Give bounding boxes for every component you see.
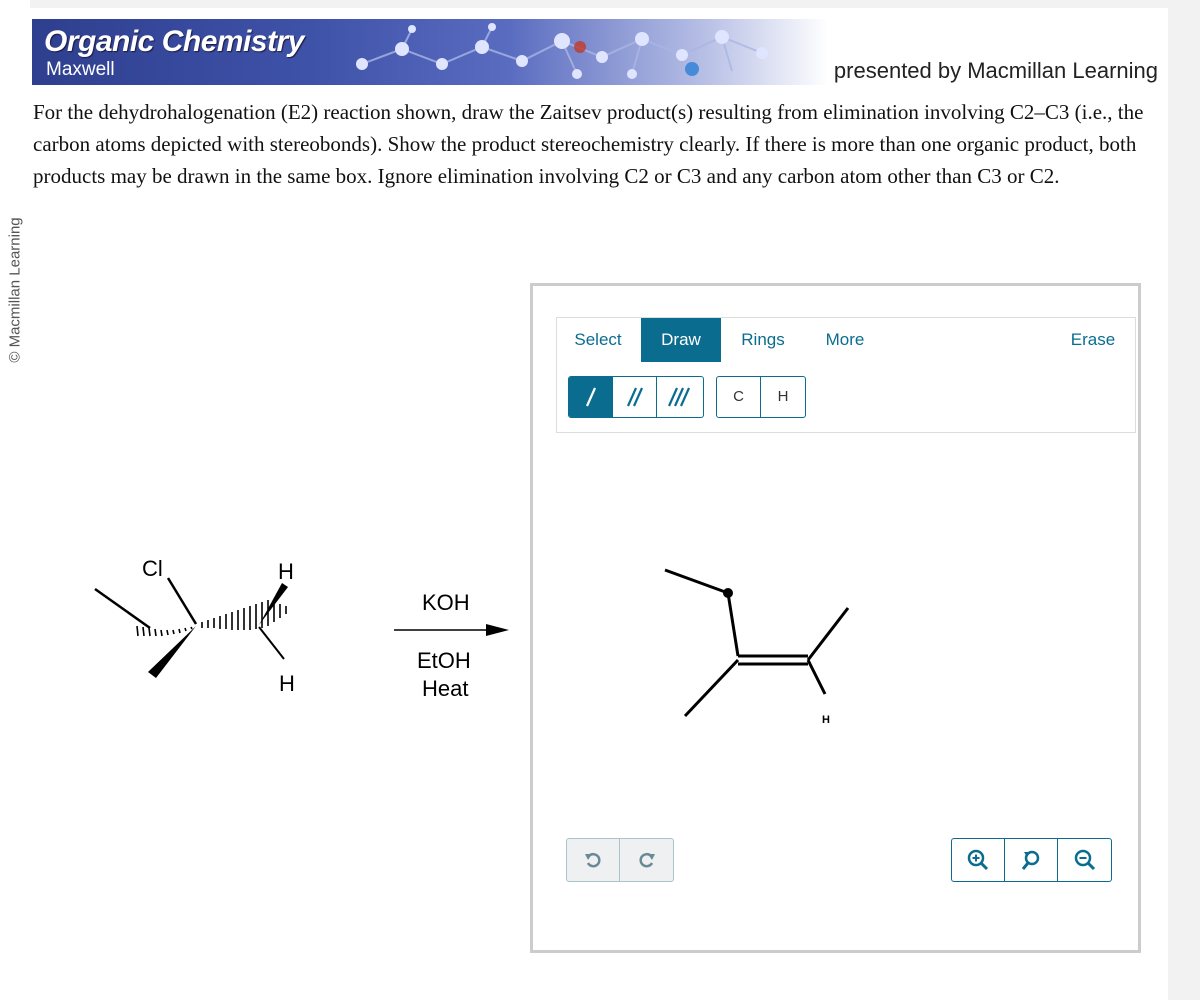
tab-draw[interactable]: Draw <box>641 318 721 362</box>
tab-select[interactable]: Select <box>574 330 622 349</box>
reaction-scheme <box>30 8 530 768</box>
carbon-atom-button[interactable]: C <box>717 377 761 417</box>
hashed-bond-c2-ch3 <box>137 626 192 636</box>
redo-button[interactable] <box>620 839 673 881</box>
question-text: For the dehydrohalogenation (E2) reaction shown, draw the Zaitsev product(s) resulting from elimination involving C2–C3 (i.e., the carbon atoms depicted with stereobonds). Show the product stereochemistry clearly. If there is more than one organic product, both products may be drawn in the same box. Ignore elimination involving C2 or C3 and any carbon atom other than C3 or C2. <box>33 100 1144 188</box>
zoom-out-icon <box>1074 849 1096 871</box>
zoom-out-button[interactable] <box>1058 839 1111 881</box>
reagent-condition: Heat <box>422 676 469 701</box>
drawn-hydrogen-label[interactable]: H <box>822 714 830 726</box>
drawn-bond-c2-methyl <box>685 660 738 716</box>
c3-h-bond <box>259 627 284 659</box>
hydrogen-bottom-label: H <box>279 671 295 696</box>
drawing-canvas[interactable] <box>533 286 1138 826</box>
question-page <box>30 8 1168 1000</box>
tab-more[interactable]: More <box>825 330 865 349</box>
drawn-bond-c-c2 <box>728 593 738 656</box>
course-title: Organic Chemistry <box>44 25 304 58</box>
reagent-solvent: EtOH <box>417 648 471 673</box>
structure-drawing-box[interactable] <box>530 283 1141 953</box>
hydrogen-atom-button[interactable]: H <box>777 388 789 405</box>
hydrogen-top-label: H <box>278 559 294 584</box>
drawn-bond-c3-h <box>808 660 825 694</box>
drawn-bond-c3-methyl <box>808 608 848 660</box>
undo-button[interactable] <box>567 839 620 881</box>
zoom-controls <box>951 838 1112 882</box>
tab-erase[interactable]: Erase <box>1070 330 1116 349</box>
tab-rings[interactable]: Rings <box>741 330 785 349</box>
reagent-base: KOH <box>422 590 470 615</box>
ethyl-bond <box>95 589 150 628</box>
history-controls <box>566 838 674 882</box>
drawn-bond-ethyl <box>665 570 728 593</box>
copyright-text: © Macmillan Learning <box>6 217 24 363</box>
reset-zoom-button[interactable] <box>1005 839 1058 881</box>
reaction-arrow-head <box>486 624 509 636</box>
c2-cl-bond <box>168 578 196 624</box>
undo-icon <box>584 851 602 869</box>
reset-zoom-icon <box>1020 849 1042 871</box>
zoom-in-icon <box>967 849 989 871</box>
redo-icon <box>638 851 656 869</box>
zoom-in-button[interactable] <box>952 839 1005 881</box>
course-author: Maxwell <box>46 59 115 80</box>
chlorine-label: Cl <box>142 556 163 581</box>
publisher-credit: presented by Macmillan Learning <box>833 58 1158 83</box>
copyright-sidebar <box>0 0 30 1000</box>
